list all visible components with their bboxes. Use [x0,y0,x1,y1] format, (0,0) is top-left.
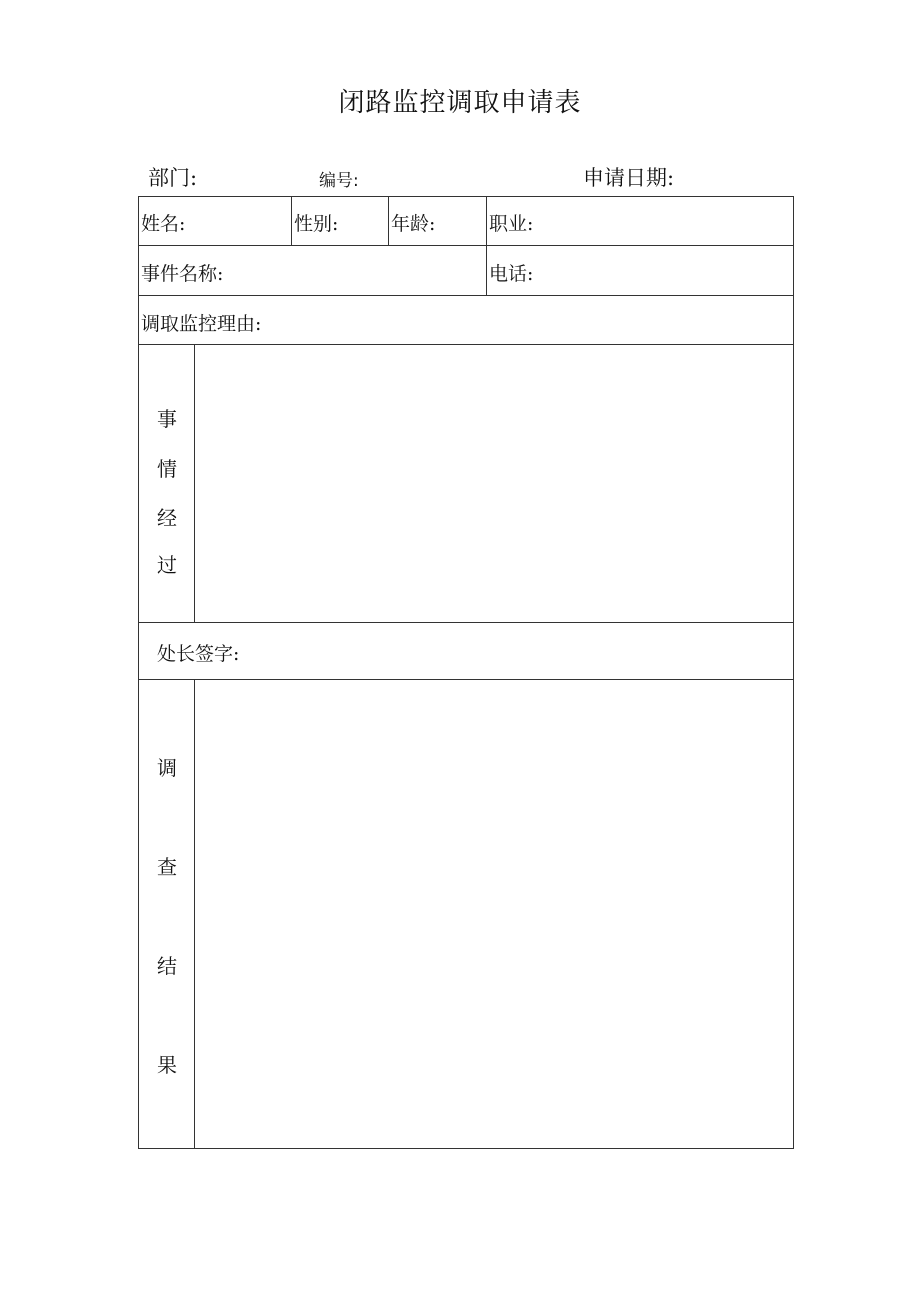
form-table [138,196,794,1149]
investigation-result-label-char: 调 [157,756,177,780]
name-field-label: 姓名: [141,213,186,235]
row-divider [138,245,794,246]
age-field-label: 年龄: [391,213,436,235]
row-divider [138,622,794,623]
form-title: 闭路监控调取申请表 [338,88,582,118]
event-details-label-char: 情 [157,457,177,481]
investigation-result-label-char: 查 [157,855,177,879]
reason-field-label: 调取监控理由: [141,313,262,335]
phone-field-label: 电话: [489,263,534,285]
occupation-field-label: 职业: [489,213,534,235]
event-details-label-char: 过 [157,553,177,577]
column-divider [194,679,195,1149]
column-divider [194,344,195,623]
column-divider [486,196,487,246]
investigation-result-label-char: 果 [157,1053,177,1077]
column-divider [291,196,292,246]
column-divider [388,196,389,246]
row-divider [138,344,794,345]
number-label: 编号: [319,171,359,191]
gender-field-label: 性别: [294,213,339,235]
event-details-label-char: 事 [157,407,177,431]
investigation-result-label-char: 结 [157,954,177,978]
row-divider [138,679,794,680]
row-divider [138,295,794,296]
director-signature-label: 处长签字: [157,643,240,665]
column-divider [486,245,487,296]
event-name-field-label: 事件名称: [141,263,224,285]
application-date-label: 申请日期: [583,166,675,190]
event-details-label-char: 经 [157,506,177,530]
department-label: 部门: [148,166,198,190]
